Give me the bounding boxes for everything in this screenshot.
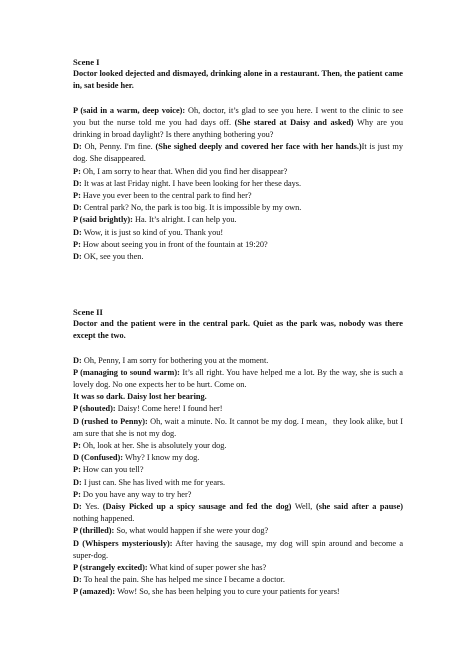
dialogue-text: How can you tell? [80,465,144,475]
dialogue-text: Oh, doctor, it’s glad to see you here. I went to the clinic to see you but the nurse told me you had days off. [73,105,403,127]
speaker-label: P (thrilled): [73,526,115,536]
stage-direction: (She sighed deeply and covered her face with her hands.) [155,142,362,152]
speaker-label: P (shouted): [73,404,116,414]
dialogue-text: Wow, it is just so kind of you. Thank you! [81,227,224,237]
speaker-label: P: [73,166,81,176]
dialogue-line [73,525,403,537]
speaker-label: P (said brightly): [73,215,133,225]
dialogue-line [73,452,403,464]
spacer [73,93,403,105]
dialogue-line [73,416,403,440]
dialogue-text: It is just my dog. She disappeared. [73,142,403,164]
speaker-label: P (said in a warm, deep voice): [73,105,186,115]
speaker-label: D: [73,502,82,512]
speaker-label: P: [73,239,81,249]
scene-2-heading: Scene II [73,307,103,317]
speaker-label: D: [73,227,82,237]
dialogue-text: To heal the pain. She has helped me since I became a doctor. [81,575,285,585]
dialogue-line [73,501,403,525]
speaker-label: D (rushed to Penny): [73,416,148,426]
dialogue-line [73,251,403,263]
dialogue-text: nothing happened. [73,514,135,524]
speaker-label: D (Confused): [73,453,124,463]
scene-1-intro: Doctor looked dejected and dismayed, drinking alone in a restaurant. Then, the patient came in, sat beside her. [73,69,403,91]
dialogue-line [73,477,403,489]
speaker-label: D: [73,178,82,188]
dialogue-text: What kind of super power she has? [147,563,267,573]
dialogue-text: Yes. [81,502,103,512]
speaker-label: It was so dark. Daisy lost her bearing. [73,392,207,402]
dialogue-text: Oh, look at her. She is absolutely your dog. [80,441,227,451]
dialogue-line [73,562,403,574]
dialogue-line [73,464,403,476]
dialogue-line [73,489,403,501]
dialogue-text: Oh, Penny, I am sorry for bothering you at the moment. [81,355,269,365]
dialogue-line [73,538,403,562]
speaker-label: P: [73,465,81,475]
dialogue-text: It was at last Friday night. I have been looking for her these days. [81,178,302,188]
dialogue-line [73,227,403,239]
scene-1-dialogue [73,105,403,264]
spacer [73,343,403,355]
scene-2-intro: Doctor and the patient were in the central park. Quiet as the park was, nobody was there except the two. [73,319,403,341]
speaker-label: P: [73,441,81,451]
speaker-label: P (managing to sound warm): [73,367,180,377]
scene-2 [73,306,403,599]
speaker-label: D (Whispers mysteriously): [73,538,173,548]
dialogue-text: Why are you drinking in broad daylight? Is there anything bothering you? [73,117,403,140]
dialogue-text: Oh, I am sorry to hear that. When did you find her disappear? [80,166,288,176]
dialogue-text: Central park? No, the park is too big. It is impossible by my own. [81,203,302,213]
speaker-label: P (amazed): [73,587,116,597]
dialogue-line [73,403,403,415]
dialogue-text: OK, see you then. [81,252,144,262]
dialogue-line [73,574,403,586]
dialogue-line [73,190,403,202]
speaker-label: P: [73,191,81,201]
dialogue-line [73,214,403,226]
speaker-label: D: [73,252,82,262]
dialogue-line [73,105,403,142]
dialogue-line [73,239,403,251]
dialogue-text: Oh, Penny. I'm fine. [81,142,156,152]
dialogue-text: Oh, wait a minute. No. It cannot be my dog. I mean，they look alike, but I am sure that she is not my dog. [73,416,403,438]
dialogue-line [73,202,403,214]
dialogue-text: Daisy! Come here! I found her! [115,404,223,414]
stage-direction: (She stared at Daisy and asked) [234,117,354,127]
dialogue-line [73,367,403,391]
speaker-label: D: [73,203,82,213]
stage-direction: (she said after a pause) [315,502,403,512]
dialogue-line [73,178,403,190]
dialogue-text: I just can. She has lived with me for years. [81,477,226,487]
speaker-label: D: [73,477,82,487]
dialogue-line [73,141,403,165]
dialogue-text: Why? I know my dog. [123,453,200,463]
dialogue-line [73,391,403,403]
dialogue-text: Have you ever been to the central park to find her? [80,191,252,201]
dialogue-line [73,355,403,367]
speaker-label: D: [73,575,82,585]
dialogue-text: How about seeing you in front of the fountain at 19:20? [80,239,268,249]
stage-direction: (Daisy Picked up a spicy sausage and fed the dog) [102,502,292,512]
dialogue-text: Well, [291,502,316,512]
scene-2-dialogue [73,355,403,599]
dialogue-line [73,586,403,598]
dialogue-text: Do you have any way to try her? [80,489,192,499]
speaker-label: P (strangely excited): [73,563,148,573]
scene-1-heading: Scene I [73,57,100,67]
dialogue-text: After having the sausage, my dog will spin around and become a super-dog. [73,538,403,560]
dialogue-text: It’s all right. You have helped me a lot. By the way, she is such a lovely dog. No one expects her to be hurt. Come on. [73,367,403,390]
dialogue-line [73,440,403,452]
dialogue-line [73,166,403,178]
scene-1 [73,56,403,263]
speaker-label: D: [73,142,82,152]
dialogue-text: Wow! So, she has been helping you to cure your patients for years! [115,587,340,597]
dialogue-text: So, what would happen if she were your dog? [114,526,269,536]
dialogue-text: Ha. It’s alright. I can help you. [132,215,237,225]
speaker-label: P: [73,489,81,499]
speaker-label: D: [73,355,82,365]
